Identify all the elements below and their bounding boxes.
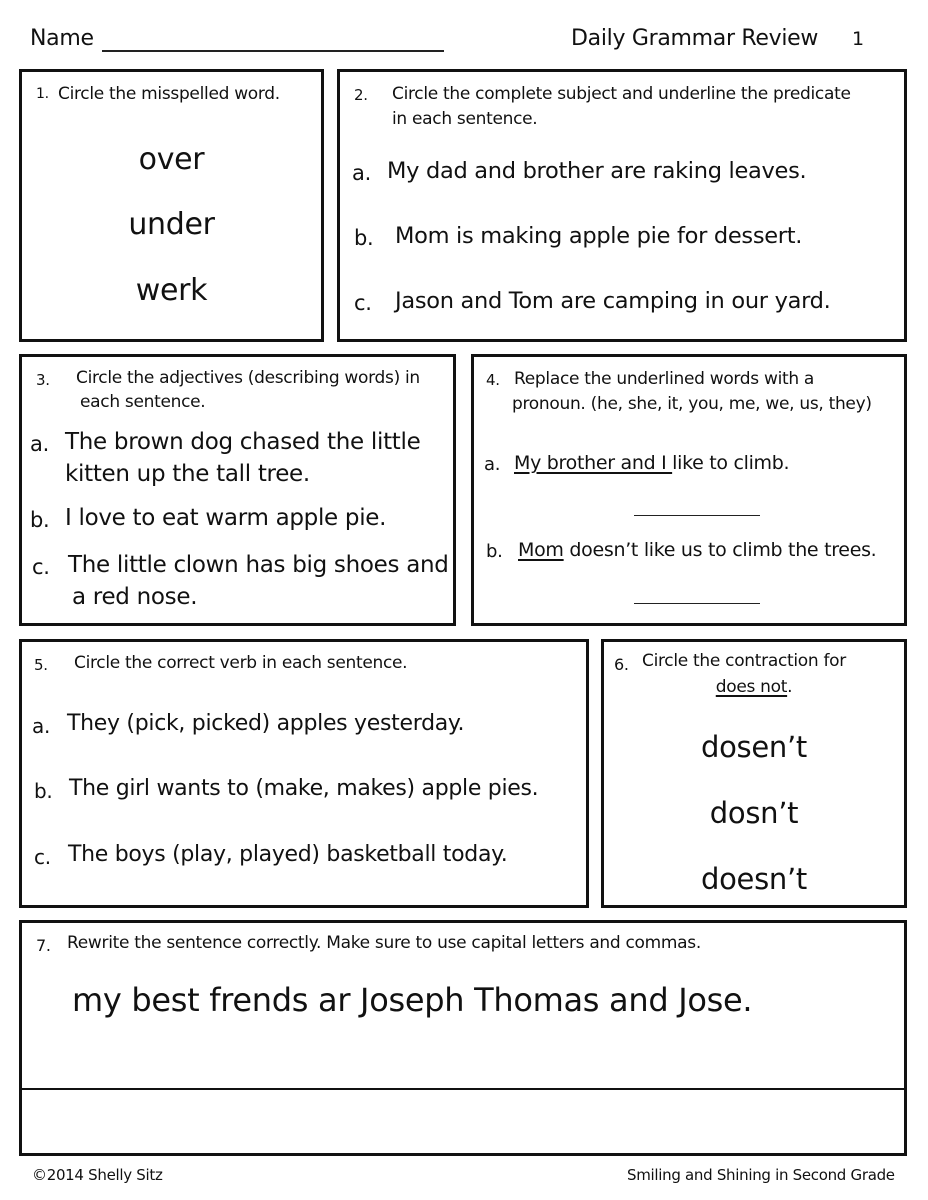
question-instruction: does not.	[715, 677, 793, 697]
word-choice[interactable]: under	[128, 207, 215, 242]
question-number: 1.	[36, 86, 49, 102]
sentence[interactable]: The little clown has big shoes and	[68, 552, 449, 578]
sentence-rest: like to climb.	[672, 452, 790, 474]
brand-footer: Smiling and Shining in Second Grade	[627, 1166, 895, 1184]
question-4-box	[471, 354, 907, 626]
word-choice[interactable]: doesn’t	[701, 862, 807, 896]
item-letter: a.	[30, 432, 49, 456]
question-instruction: Circle the complete subject and underline the predicate	[392, 84, 851, 104]
question-number: 5.	[34, 656, 48, 674]
sentence[interactable]: They (pick, picked) apples yesterday.	[67, 711, 465, 736]
item-letter: b.	[354, 226, 374, 250]
sentence[interactable]: Mom is making apple pie for dessert.	[395, 223, 803, 249]
question-7-box	[19, 920, 907, 1156]
question-3-box	[19, 354, 456, 626]
question-instruction: Circle the correct verb in each sentence.	[74, 653, 408, 673]
question-instruction: Circle the misspelled word.	[58, 84, 280, 104]
question-2-box	[337, 69, 907, 342]
question-number: 2.	[354, 86, 368, 104]
question-instruction: pronoun. (he, she, it, you, me, we, us, they)	[512, 394, 872, 414]
word-choice[interactable]: dosen’t	[701, 730, 807, 764]
underlined-phrase: does not	[715, 677, 788, 697]
sentence-continued[interactable]: a red nose.	[72, 584, 198, 610]
question-number: 7.	[36, 936, 51, 955]
page-number: 1	[852, 28, 864, 50]
item-letter: c.	[32, 555, 50, 579]
copyright: ©2014 Shelly Sitz	[32, 1166, 163, 1184]
question-5-box	[19, 639, 589, 908]
sentence-to-rewrite: my best frends ar Joseph Thomas and Jose.	[72, 981, 753, 1019]
sentence[interactable]: I love to eat warm apple pie.	[65, 505, 387, 531]
sentence[interactable]: The brown dog chased the little	[65, 429, 421, 455]
item-letter: b.	[486, 541, 503, 562]
answer-line[interactable]	[634, 603, 760, 604]
sentence[interactable]: Jason and Tom are camping in our yard.	[395, 288, 831, 314]
question-number: 6.	[614, 655, 629, 674]
sentence[interactable]	[518, 539, 876, 561]
underlined-words: Mom	[518, 539, 564, 561]
item-letter: b.	[30, 508, 50, 532]
question-number: 3.	[36, 371, 50, 389]
answer-area[interactable]	[22, 1090, 904, 1153]
item-letter: a.	[484, 454, 501, 475]
item-letter: b.	[34, 779, 53, 803]
page-title: Daily Grammar Review	[571, 26, 819, 51]
sentence[interactable]: The girl wants to (make, makes) apple pies.	[69, 776, 539, 801]
word-choice[interactable]: over	[138, 142, 205, 177]
question-instruction: Circle the contraction for	[642, 651, 846, 671]
question-6-box	[601, 639, 907, 908]
question-1-box	[19, 69, 324, 342]
item-letter: a.	[32, 714, 51, 738]
sentence-rest: doesn’t like us to climb the trees.	[563, 539, 877, 561]
item-letter: c.	[34, 845, 51, 869]
question-instruction: Rewrite the sentence correctly. Make sure to use capital letters and commas.	[67, 933, 701, 953]
sentence[interactable]: The boys (play, played) basketball today.	[68, 842, 508, 867]
underlined-words: My brother and I	[514, 452, 673, 474]
question-instruction: Replace the underlined words with a	[514, 369, 815, 389]
name-line[interactable]	[102, 50, 444, 52]
sentence[interactable]: My dad and brother are raking leaves.	[387, 158, 807, 184]
question-instruction: in each sentence.	[392, 109, 538, 129]
name-label: Name	[30, 26, 94, 51]
item-letter: c.	[354, 291, 372, 315]
word-choice[interactable]: werk	[135, 273, 208, 308]
question-instruction: Circle the adjectives (describing words) in	[76, 368, 420, 388]
answer-line[interactable]	[634, 515, 760, 516]
question-instruction: each sentence.	[80, 392, 206, 412]
question-number: 4.	[486, 371, 500, 389]
sentence-continued[interactable]: kitten up the tall tree.	[65, 461, 310, 487]
item-letter: a.	[352, 161, 371, 185]
sentence[interactable]	[514, 452, 789, 474]
word-choice[interactable]: dosn’t	[709, 796, 799, 830]
